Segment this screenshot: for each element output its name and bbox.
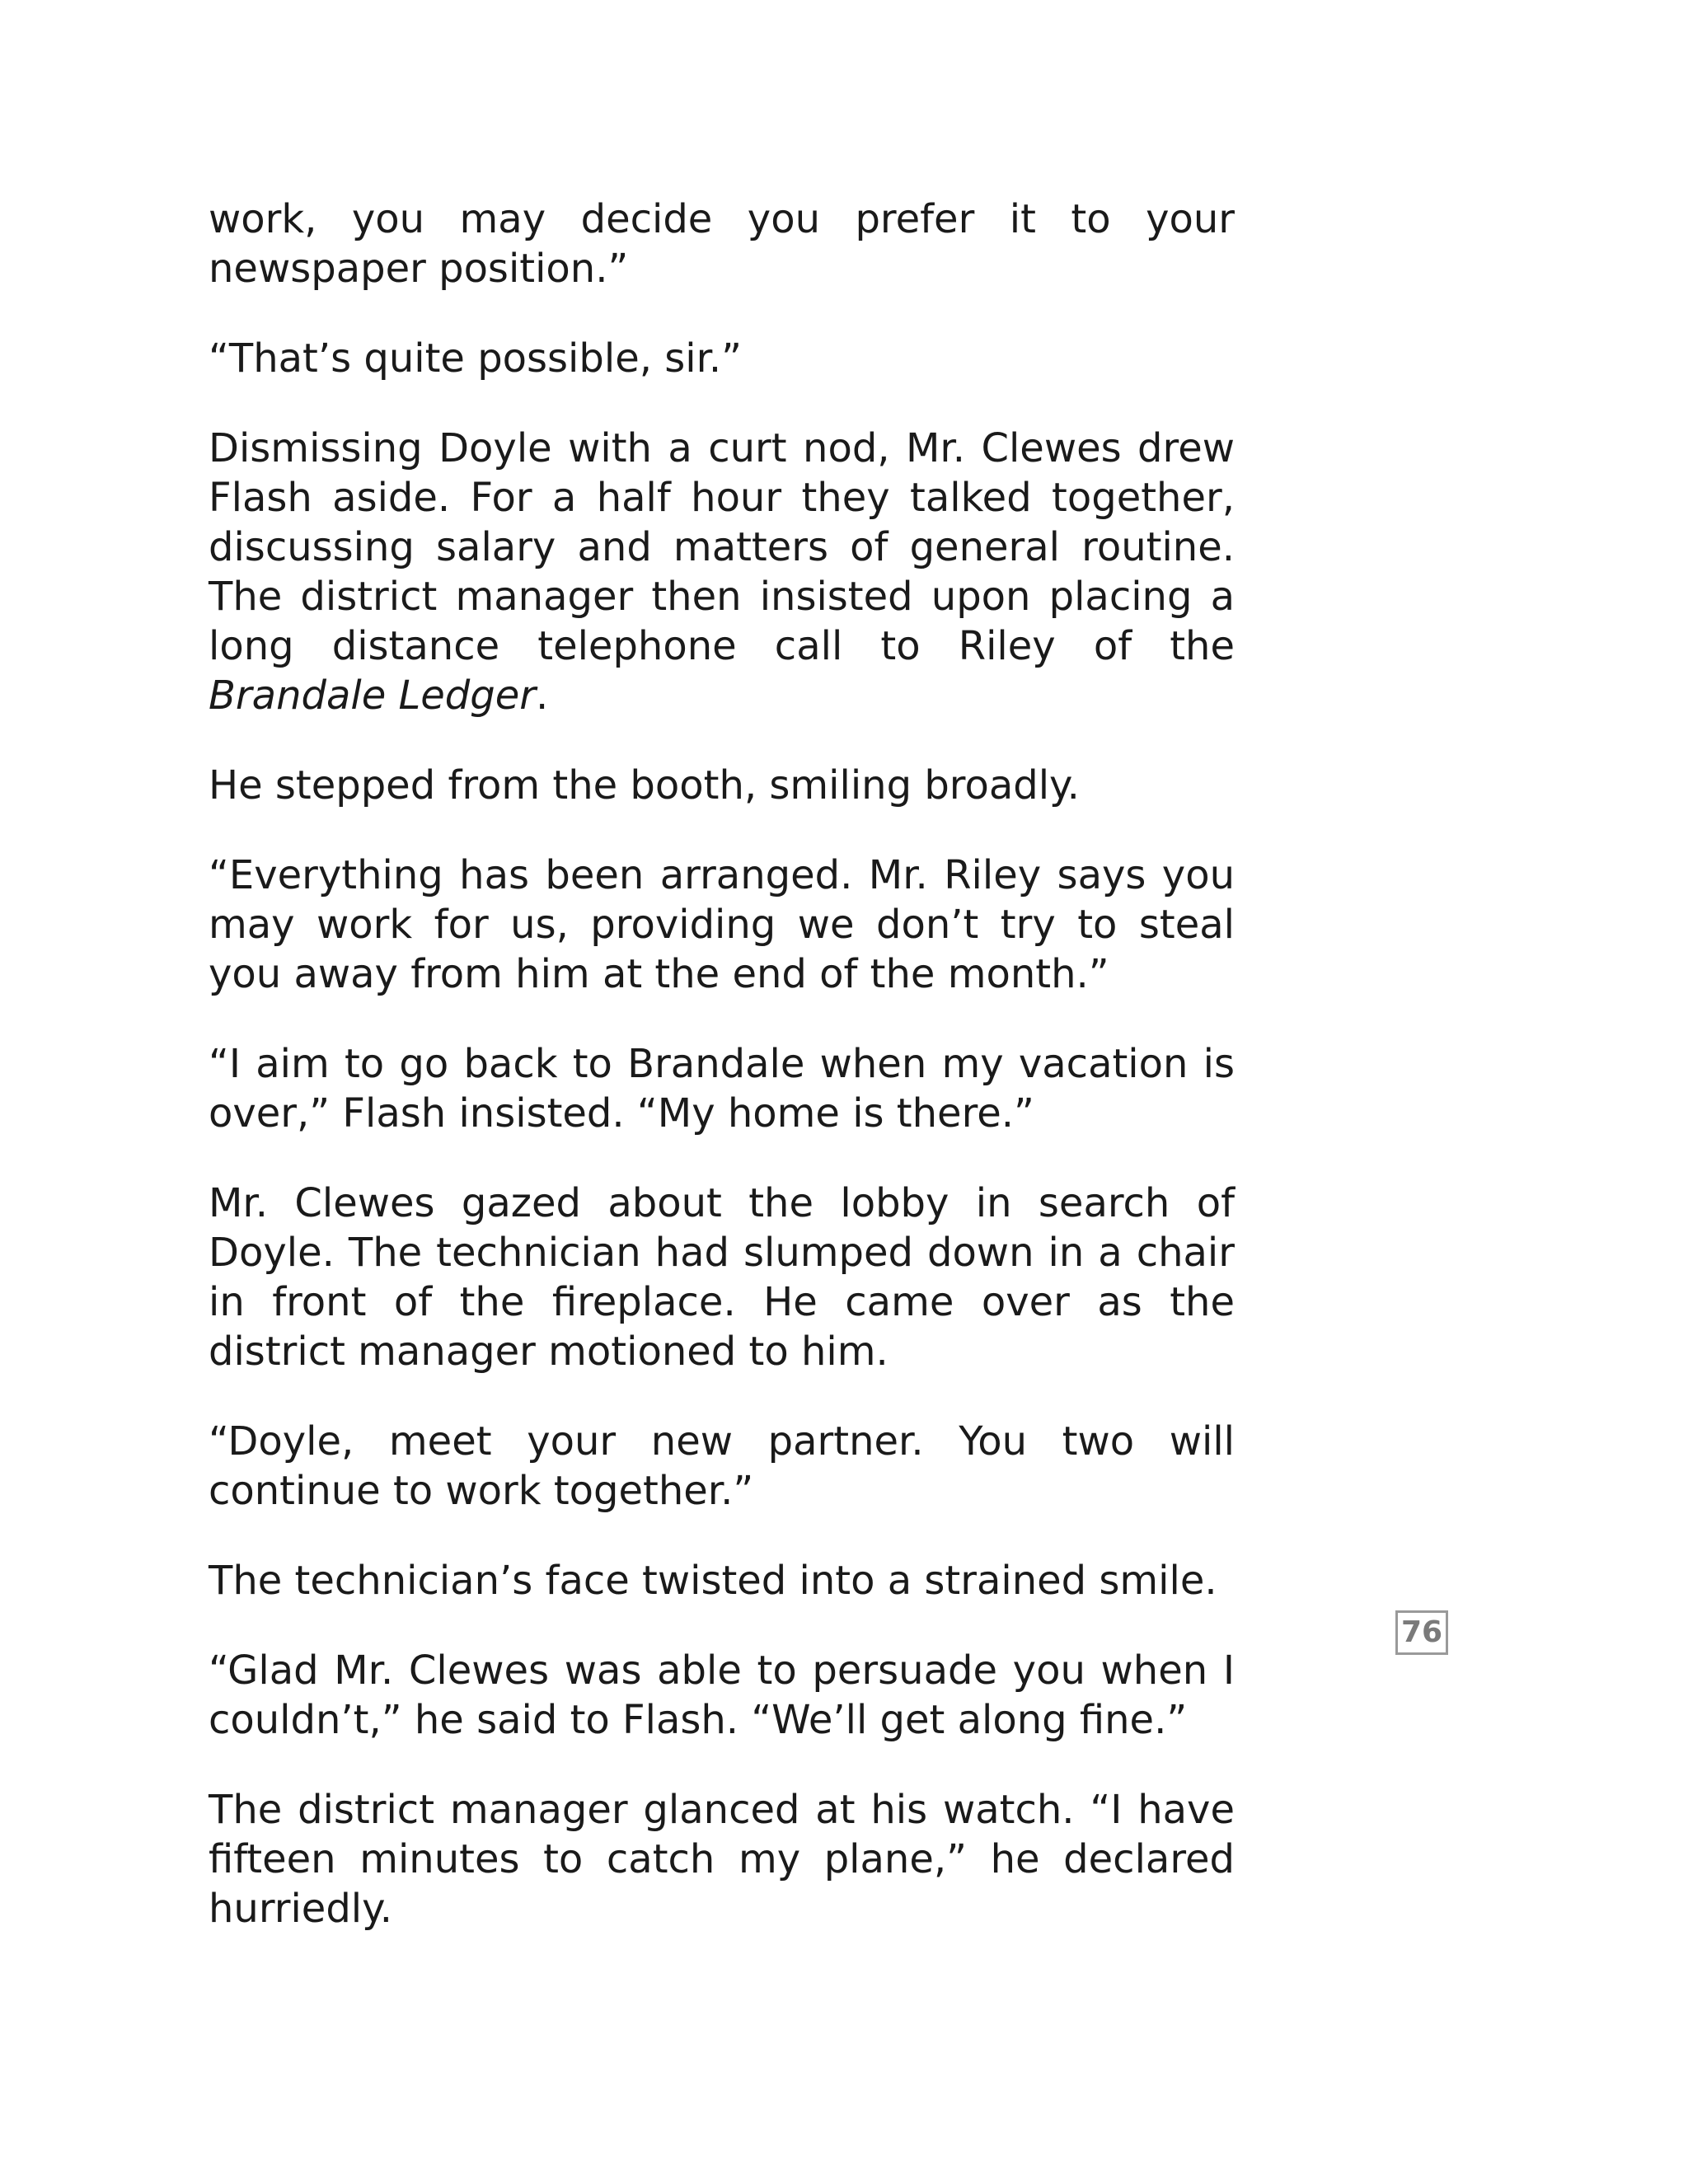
paragraph: work, you may decide you prefer it to your newspaper position.” <box>209 196 1235 292</box>
page-number: 76 <box>1395 1610 1448 1655</box>
newspaper-title: Brandale Ledger <box>209 673 536 719</box>
paragraph: The technician’s face twisted into a strained smile. <box>209 1558 1217 1604</box>
paragraph: “I aim to go back to Brandale when my vacation is over,” Flash insisted. “My home is there.” <box>209 1041 1235 1137</box>
paragraph: “Everything has been arranged. Mr. Riley says you may work for us, providing we don’t try to steal you away from him at the end of the month.” <box>209 852 1235 997</box>
paragraph-text: Dismissing Doyle with a curt nod, Mr. Clewes drew Flash aside. For a half hour they talked together, discussing salary and matters of general routine. The district manager then insisted upon placing a long distance telephone call to Riley of the <box>209 425 1235 669</box>
paragraph: The district manager glanced at his watch. “I have fifteen minutes to catch my plane,” he declared hurriedly. <box>209 1787 1235 1932</box>
paragraph <box>209 424 1235 720</box>
paragraph-text: . <box>535 673 549 719</box>
paragraph: “Glad Mr. Clewes was able to persuade you when I couldn’t,” he said to Flash. “We’ll get along fine.” <box>209 1647 1235 1743</box>
paragraph: “That’s quite possible, sir.” <box>209 335 743 382</box>
paragraph: Mr. Clewes gazed about the lobby in search of Doyle. The technician had slumped down in a chair in front of the fireplace. He came over as the district manager motioned to him. <box>209 1180 1235 1375</box>
body-text <box>209 194 1235 1974</box>
paragraph: He stepped from the booth, smiling broadly. <box>209 762 1080 808</box>
paragraph: “Doyle, meet your new partner. You two will continue to work together.” <box>209 1418 1235 1514</box>
